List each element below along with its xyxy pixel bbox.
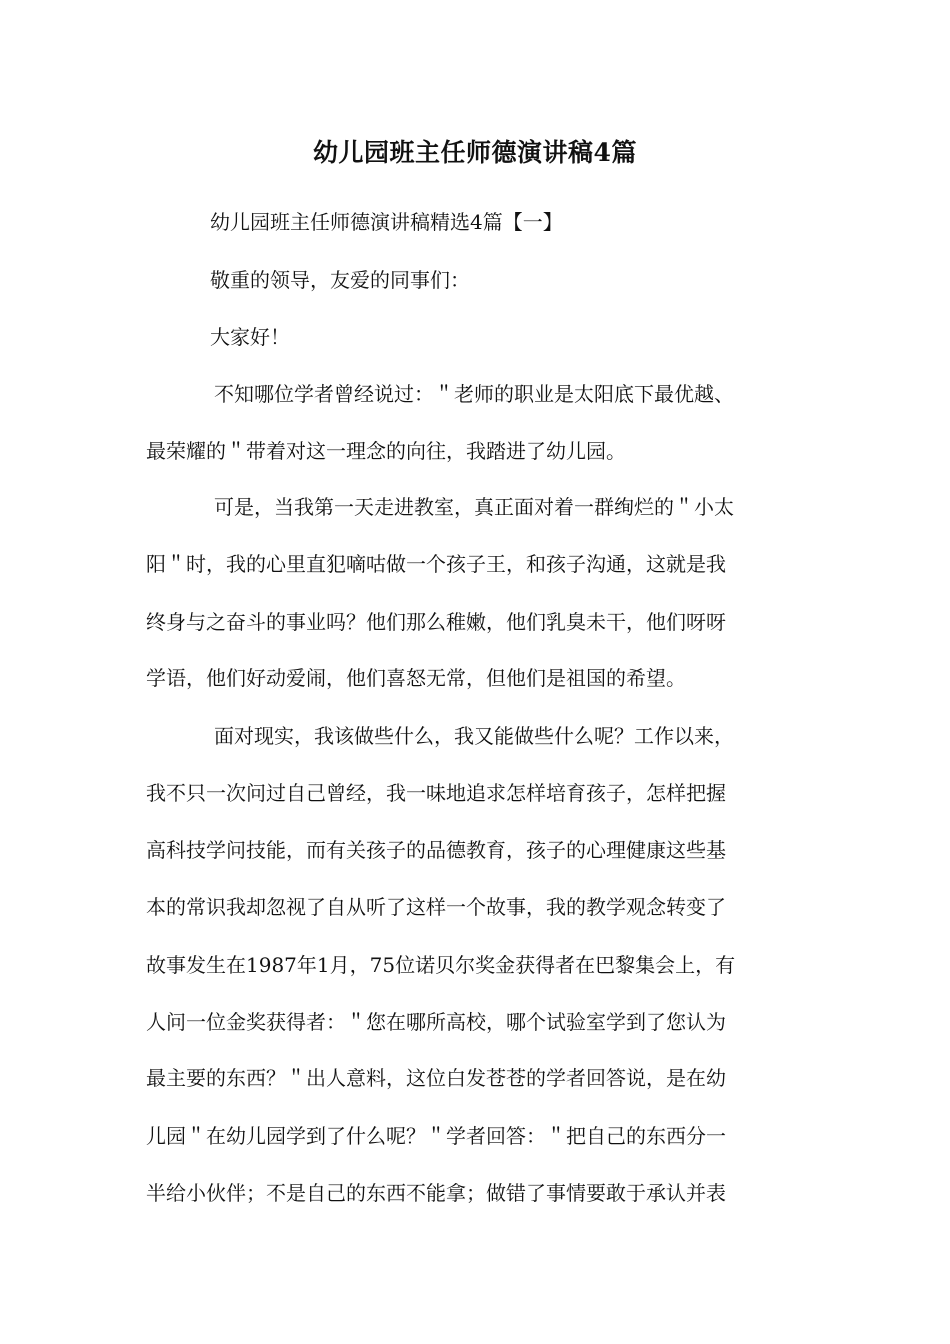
paragraph-line: 可是，当我第一天走进教室，真正面对着一群绚烂的＂小太 (214, 495, 734, 519)
paragraph-line: 儿园＂在幼儿园学到了什么呢？＂学者回答：＂把自己的东西分一 (146, 1124, 726, 1148)
paragraph-line: 最主要的东西？＂出人意料，这位白发苍苍的学者回答说，是在幼 (146, 1066, 726, 1090)
paragraph-line: 阳＂时，我的心里直犯嘀咕做一个孩子王，和孩子沟通，这就是我 (146, 552, 726, 576)
document-title: 幼儿园班主任师德演讲稿4篇 (313, 138, 637, 167)
paragraph-line: 故事发生在1987年1月，75位诺贝尔奖金获得者在巴黎集会上，有 (146, 953, 736, 977)
greeting-line: 大家好！ (210, 325, 290, 349)
paragraph-line: 面对现实，我该做些什么，我又能做些什么呢？工作以来， (214, 724, 734, 748)
paragraph-line: 人问一位金奖获得者：＂您在哪所高校，哪个试验室学到了您认为 (146, 1010, 726, 1034)
paragraph-line: 终身与之奋斗的事业吗？他们那么稚嫩，他们乳臭未干，他们呀呀 (146, 610, 726, 634)
paragraph-line: 不知哪位学者曾经说过：＂老师的职业是太阳底下最优越、 (214, 382, 734, 406)
paragraph-line: 最荣耀的＂带着对这一理念的向往，我踏进了幼儿园。 (146, 439, 626, 463)
subtitle-line: 幼儿园班主任师德演讲稿精选4篇【一】 (210, 210, 563, 234)
paragraph-line: 高科技学问技能，而有关孩子的品德教育，孩子的心理健康这些基 (146, 838, 726, 862)
paragraph-line: 半给小伙伴；不是自己的东西不能拿；做错了事情要敢于承认并表 (146, 1181, 726, 1205)
paragraph-line: 学语，他们好动爱闹，他们喜怒无常，但他们是祖国的希望。 (146, 666, 686, 690)
paragraph-line: 我不只一次问过自己曾经，我一味地追求怎样培育孩子，怎样把握 (146, 781, 726, 805)
paragraph-line: 本的常识我却忽视了自从听了这样一个故事，我的教学观念转变了 (146, 895, 726, 919)
greeting-line: 敬重的领导，友爱的同事们： (210, 268, 470, 292)
